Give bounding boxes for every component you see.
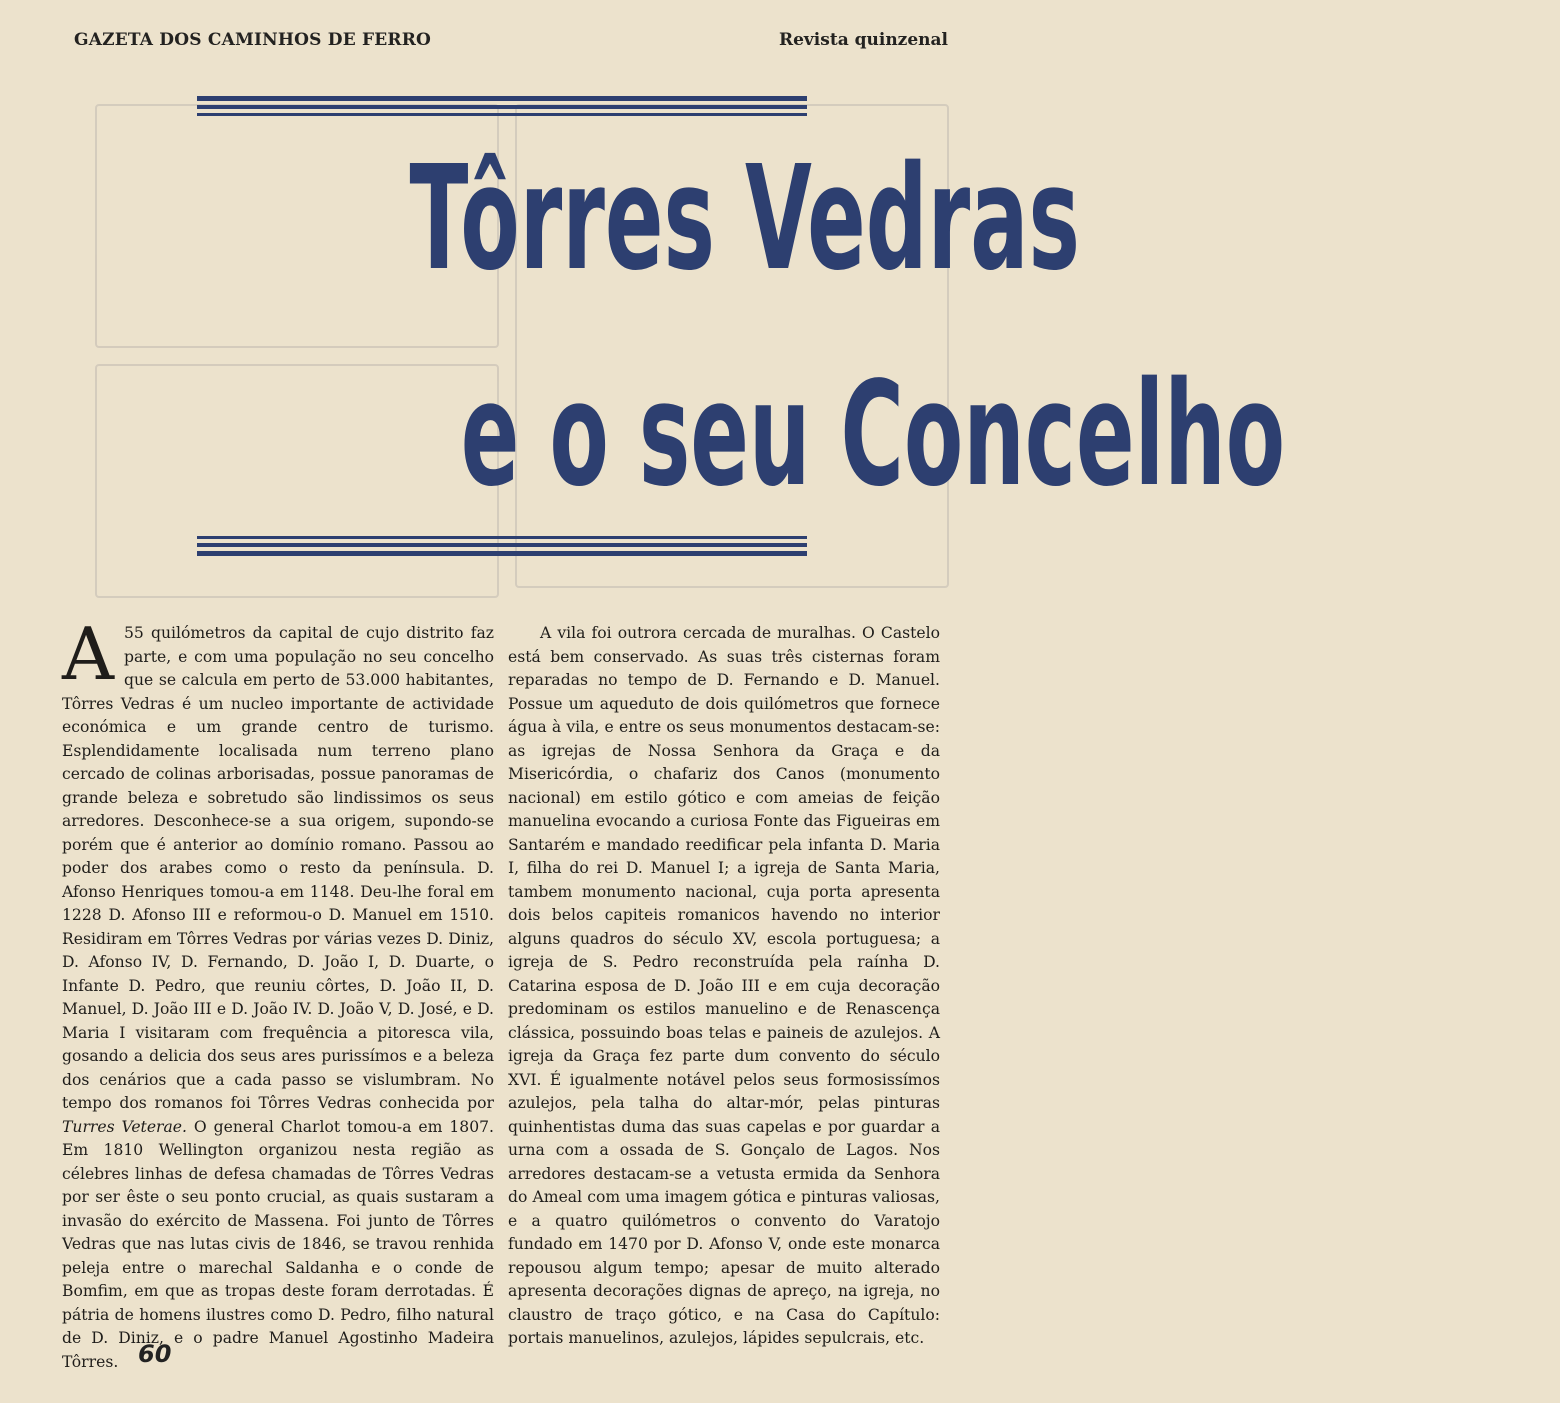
publication-title: GAZETA DOS CAMINHOS DE FERRO — [74, 30, 432, 50]
top-rule — [197, 96, 807, 116]
bottom-rule — [197, 536, 807, 556]
article-title-line-2: e o seu Concelho — [460, 350, 1286, 518]
latin-name: Turres Veterae. — [62, 1117, 187, 1136]
left-column-text: 55 quilómetros da capital de cujo distrito faz parte, e com uma população no seu concelho que se calcula em perto de 53.000 habitantes, Tôrres Vedras é um nucleo importante de actividade económica e um grande centro de turismo. Esplendidamente localisada num terreno plano cercado de colinas arborisadas, possue panoramas de grande beleza e sobretudo são lindissimos os seus arredores. Desconhece-se a sua origem, supondo-se porém que é anterior ao domínio romano. Passou ao poder dos arabes como o resto da península. D. Afonso Henriques tomou-a em 1148. Deu-lhe foral em 1228 D. Afonso III e reformou-o D. Manuel em 1510. Residiram em Tôrres Vedras por várias vezes D. Diniz, D. Afonso IV, D. Fernando, D. João I, D. Duarte, o Infante D. Pedro, que reuniu côrtes, D. João II, D. Manuel, D. João III e D. João IV. D. João V, D. José, e D. Maria I visitaram com frequência a pitoresca vila, gosando a delicia dos seus ares purissímos e a beleza dos cenários que a cada passo se vislumbram. No tempo dos romanos foi Tôrres Vedras conhecida por — [62, 624, 494, 1112]
article-column-right — [508, 622, 940, 1351]
left-column-text-end: O general Charlot tomou-a em 1807. Em 1810 Wellington organizou nesta região as célebres linhas de defesa chamadas de Tôrres Vedras por ser êste o seu ponto crucial, as quais sustaram a invasão do exército de Massena. Foi junto de Tôrres Vedras que nas lutas civis de 1846, se travou renhida peleja entre o marechal Saldanha e o conde de Bomfim, em que as tropas deste foram derrotadas. É pátria de homens ilustres como D. Pedro, filho natural de D. Diniz, e o padre Manuel Agostinho Madeira Tôrres. — [62, 1117, 494, 1371]
article-column-left — [62, 612, 494, 1374]
publication-frequency: Revista quinzenal — [778, 30, 948, 50]
page-number: 60 — [138, 1340, 172, 1368]
article-title-line-1: Tôrres Vedras — [409, 134, 1080, 302]
drop-cap: A — [62, 612, 114, 696]
right-column-text: A vila foi outrora cercada de muralhas. O Castelo está bem conservado. As suas três cisternas foram reparadas no tempo de D. Fernando e D. Manuel. Possue um aqueduto de dois quilómetros que fornece água à vila, e entre os seus monumentos destacam-se: as igrejas de Nossa Senhora da Graça e da Misericórdia, o chafariz dos Canos (monumento nacional) em estilo gótico e com ameias de feição manuelina evocando a curiosa Fonte das Figueiras em Santarém e mandado reedificar pela infanta D. Maria I, filha do rei D. Manuel I; a igreja de Santa Maria, tambem monumento nacional, cuja porta apresenta dois belos capiteis romanicos havendo no interior alguns quadros do século XV, escola portuguesa; a igreja de S. Pedro reconstruída pela raínha D. Catarina esposa de D. João III e em cuja decoração predominam os estilos manuelino e de Renascença clássica, possuindo boas telas e paineis de azulejos. A igreja da Graça fez parte dum convento do século XVI. É igualmente notável pelos seus formosissímos azulejos, pela talha do altar-mór, pelas pinturas quinhentistas duma das suas capelas e por guardar a urna com a ossada de S. Gonçalo de Lagos. Nos arredores destacam-se a vetusta ermida da Senhora do Ameal com uma imagem gótica e pinturas valiosas, e a quatro quilómetros o convento do Varatojo fundado em 1470 por D. Afonso V, onde este monarca repousou algum tempo; apesar de muito alterado apresenta decorações dignas de apreço, na igreja, no claustro de traço gótico, e na Casa do Capítulo: portais manuelinos, azulejos, lápides sepulcrais, etc. — [508, 624, 940, 1347]
